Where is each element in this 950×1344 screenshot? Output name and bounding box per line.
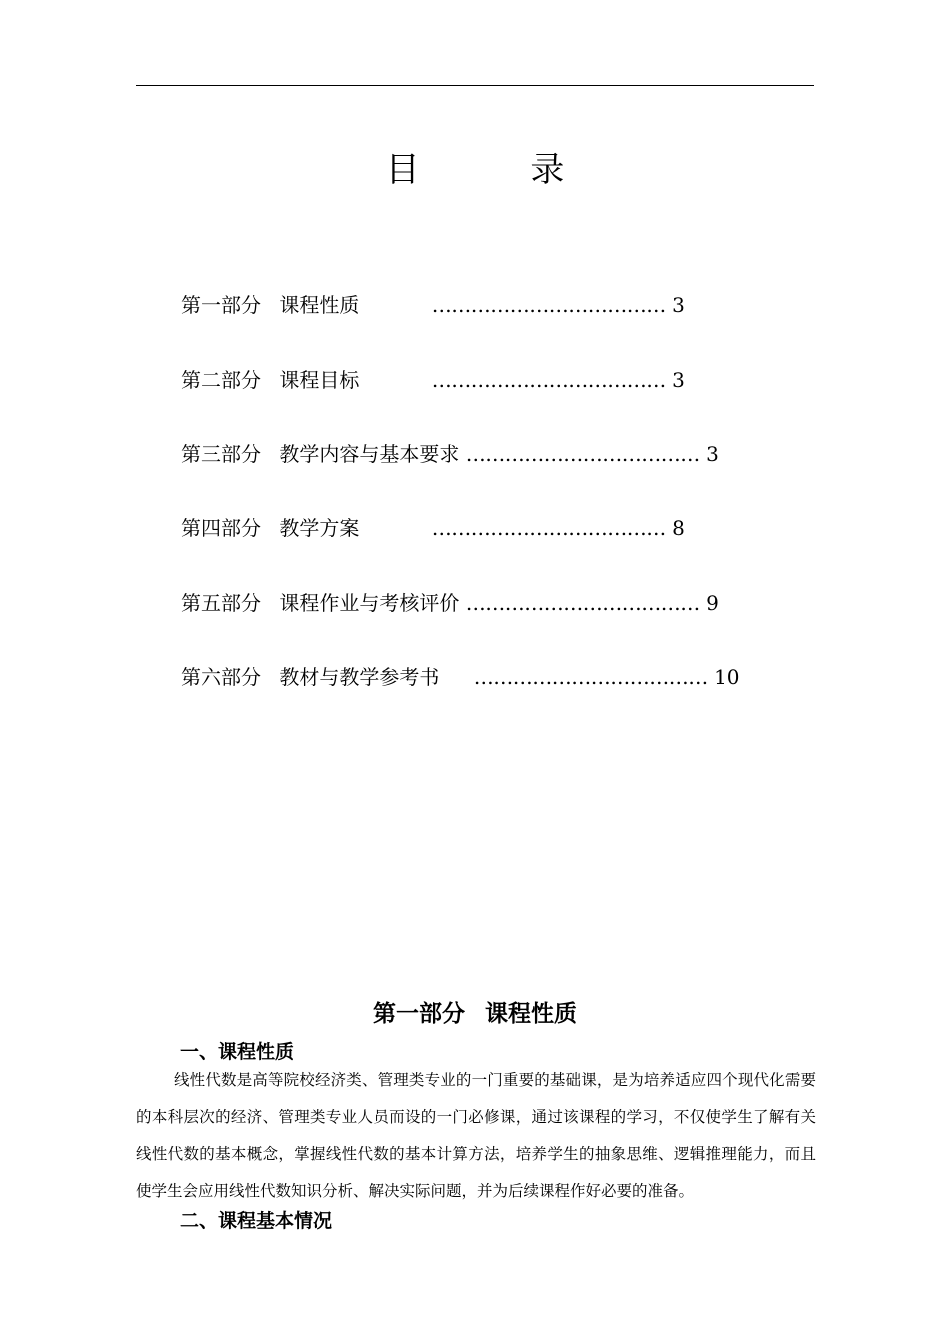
toc-entry-page: 3 [706, 442, 719, 466]
toc-entry-leader: ……………………………… [431, 368, 666, 392]
toc-entry-leader: ……………………………… [465, 591, 700, 615]
body-paragraph: 线性代数是高等院校经济类、管理类专业的一门重要的基础课，是为培养适应四个现代化需要的本科层次的经济、管理类专业人员而设的一门必修课，通过该课程的学习，不仅使学生了解有关线性代数的基本概念，掌握线性代数的基本计算方法，培养学生的抽象思维、逻辑推理能力，而且使学生会应用线性代数知识分析、解决实际问题，并为后续课程作好必要的准备。 [136, 1071, 816, 1200]
toc-entry-page: 9 [706, 591, 719, 615]
toc-entry-part: 第五部分 [181, 591, 261, 615]
toc-entry-name: 课程性质 [279, 293, 360, 317]
toc-entry-leader: ……………………………… [465, 442, 700, 466]
toc-entry[interactable] [181, 290, 685, 320]
toc-entry[interactable] [181, 439, 719, 469]
toc-entry-name: 教学方案 [279, 516, 360, 540]
toc-entry-part: 第三部分 [181, 442, 261, 466]
toc-entry-name: 课程作业与考核评价 [279, 591, 460, 615]
toc-entry-leader: ……………………………… [473, 665, 708, 689]
toc-entry[interactable] [181, 588, 719, 618]
toc-entry[interactable] [181, 662, 740, 692]
toc-entry-part: 第二部分 [181, 368, 261, 392]
toc-entry-part: 第一部分 [181, 293, 261, 317]
header-rule [136, 85, 814, 86]
section-heading: 第一部分 课程性质 [372, 1001, 577, 1027]
toc-title: 目 录 [385, 150, 615, 190]
toc-entry-part: 第六部分 [181, 665, 261, 689]
toc-entry-leader: ……………………………… [431, 293, 666, 317]
subsection-heading: 二、课程基本情况 [180, 1210, 333, 1232]
toc-entry[interactable] [181, 513, 685, 543]
toc-entry-page: 10 [714, 665, 740, 689]
toc-entry-page: 3 [672, 293, 685, 317]
toc-entry-name: 教学内容与基本要求 [279, 442, 460, 466]
toc-entry-page: 8 [672, 516, 685, 540]
toc-entry-part: 第四部分 [181, 516, 261, 540]
toc-entry-name: 教材与教学参考书 [279, 665, 440, 689]
toc-entry-leader: ……………………………… [431, 516, 666, 540]
toc-entry[interactable] [181, 365, 685, 395]
toc-entry-name: 课程目标 [279, 368, 360, 392]
toc-entry-page: 3 [672, 368, 685, 392]
subsection-heading: 一、课程性质 [180, 1041, 295, 1063]
